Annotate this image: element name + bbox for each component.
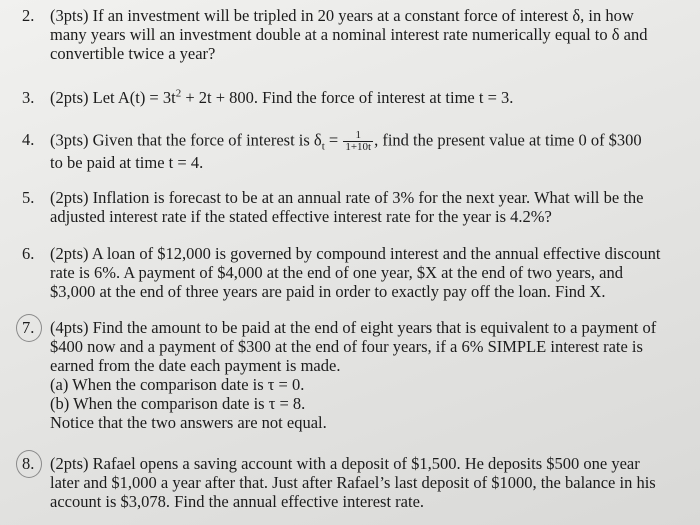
- problem-7: [22, 318, 690, 432]
- problem-number: 8.: [22, 454, 35, 473]
- problem-text-part: + 2t + 800. Find the force of interest at time t = 3.: [181, 88, 514, 107]
- problem-text: [50, 318, 690, 432]
- problem-text: [50, 88, 690, 107]
- problem-text-part: , find the present value at time 0 of $300: [374, 130, 642, 150]
- problem-line: (b) When the comparison date is τ = 8.: [50, 394, 306, 413]
- problem-text-part: (2pts) Let A(t) = 3t: [50, 88, 176, 107]
- problem-line: [50, 130, 690, 153]
- problem-3: [22, 88, 690, 107]
- problem-number: 6.: [22, 244, 35, 263]
- problem-6: [22, 244, 690, 301]
- problem-8: [22, 454, 690, 511]
- fraction-denominator: 1+10t: [345, 141, 372, 153]
- problem-text: [50, 454, 690, 511]
- problem-number: 4.: [22, 130, 35, 149]
- problem-line: to be paid at time t = 4.: [50, 153, 204, 172]
- problem-text-part: (3pts) Given that the force of interest is δ: [50, 130, 322, 150]
- problem-line: (2pts) Inflation is forecast to be at an annual rate of 3% for the next year. What will be the: [50, 188, 644, 207]
- problem-line: account is $3,078. Find the annual effective interest rate.: [50, 492, 425, 511]
- problem-line: many years will an investment double at a nominal interest rate numerically equal to δ and: [50, 25, 648, 44]
- subscript: t: [321, 140, 325, 153]
- problem-line: (2pts) A loan of $12,000 is governed by compound interest and the annual effective discount: [50, 244, 661, 263]
- problem-text: [50, 6, 690, 63]
- problem-4: [22, 130, 690, 172]
- problem-line: (4pts) Find the amount to be paid at the end of eight years that is equivalent to a payment of: [50, 318, 657, 337]
- problem-2: [22, 6, 690, 63]
- problem-line: later and $1,000 a year after that. Just after Rafael’s last deposit of $1000, the balance in his: [50, 473, 656, 492]
- problem-line: $400 now and a payment of $300 at the end of four years, if a 6% SIMPLE interest rate is: [50, 337, 643, 356]
- problem-number: 3.: [22, 88, 35, 107]
- problem-line: convertible twice a year?: [50, 44, 216, 63]
- exponent: 2: [175, 87, 182, 100]
- problem-line: (a) When the comparison date is τ = 0.: [50, 375, 305, 394]
- fraction-numerator: 1: [343, 130, 373, 142]
- problem-text: [50, 130, 690, 172]
- problem-line: rate is 6%. A payment of $4,000 at the end of one year, $X at the end of two years, and: [50, 263, 624, 282]
- problem-line: Notice that the two answers are not equal.: [50, 413, 327, 432]
- problem-number: 2.: [22, 6, 35, 25]
- problem-line: (3pts) If an investment will be tripled in 20 years at a constant force of interest δ, in how: [50, 6, 634, 25]
- problem-line: (2pts) Rafael opens a saving account with a deposit of $1,500. He deposits $500 one year: [50, 454, 640, 473]
- problem-text: [50, 244, 690, 301]
- problem-text-part: =: [324, 130, 343, 150]
- problem-text: [50, 188, 690, 226]
- problem-line: earned from the date each payment is made.: [50, 356, 341, 375]
- fraction: [343, 130, 373, 153]
- problem-line: $3,000 at the end of three years are paid in order to exactly pay off the loan. Find X.: [50, 282, 606, 301]
- problem-number: 7.: [22, 318, 35, 337]
- problem-5: [22, 188, 690, 226]
- problem-line: adjusted interest rate if the stated effective interest rate for the year is 4.2%?: [50, 207, 552, 226]
- problem-number: 5.: [22, 188, 35, 207]
